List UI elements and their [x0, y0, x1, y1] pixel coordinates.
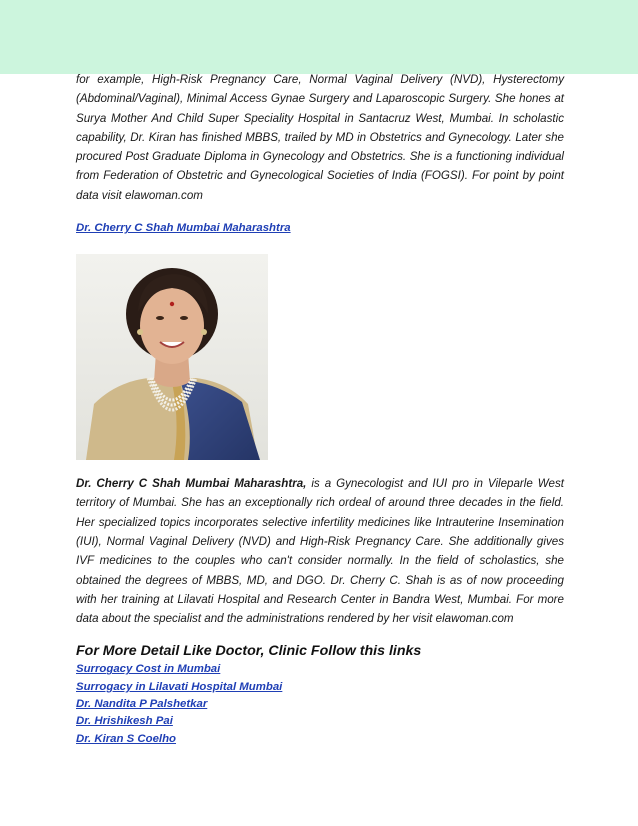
link-nandita-palshetkar[interactable]: Dr. Nandita P Palshetkar: [76, 698, 208, 711]
doctor-photo: [76, 254, 268, 460]
doctor-profile-link[interactable]: Dr. Cherry C Shah Mumbai Maharashtra: [76, 222, 291, 235]
link-surrogacy-lilavati[interactable]: Surrogacy in Lilavati Hospital Mumbai: [76, 680, 283, 693]
document-body: [76, 70, 564, 748]
intro-paragraph: for example, High-Risk Pregnancy Care, Normal Vaginal Delivery (NVD), Hysterectomy (Abdominal/Vaginal), Minimal Access Gynae Surgery and Laparoscopic Surgery. She hones at Surya Mother And Child Super Speciality Hospital in Santacruz West, Mumbai. In scholastic capability, Dr. Kiran has finished MBBS, trailed by MD in Obstetrics and Gynecology. Later she procured Post Graduate Diploma in Gynecology and Obstetrics. She is a functioning individual from Federation of Obstetric and Gynecological Societies of India (FOGSI). For point by point data visit elawoman.com: [76, 73, 564, 202]
link-hrishikesh-pai[interactable]: Dr. Hrishikesh Pai: [76, 715, 173, 728]
doctor-name-bold: Dr. Cherry C Shah Mumbai Maharashtra,: [76, 477, 307, 491]
doctor-description-text: is a Gynecologist and IUI pro in Vileparle West territory of Mumbai. She has an exceptionally rich ordeal of around three decades in the field. Her specialized topics incorporates selective infertility medicines like Intrauterine Insemination (IUI), Normal Vaginal Delivery (NVD) and High-Risk Pregnancy Care. She additionally gives IVF medicines to the couples who can't consider normally. In the field of scholastics, she obtained the degrees of MBBS, MD, and DGO. Dr. Cherry C. Shah is as of now proceeding with her training at Lilavati Hospital and Research Center in Bandra West, Mumbai. For more data about the specialist and the administrations rendered by her visit elawoman.com: [76, 477, 564, 626]
header-band: [0, 0, 638, 74]
link-surrogacy-cost-mumbai[interactable]: Surrogacy Cost in Mumbai: [76, 663, 221, 676]
more-details-heading: For More Detail Like Doctor, Clinic Follow this links: [76, 643, 422, 660]
more-links-list: [76, 661, 564, 747]
doctor-description-paragraph: [76, 474, 564, 628]
link-kiran-coelho[interactable]: Dr. Kiran S Coelho: [76, 732, 177, 745]
